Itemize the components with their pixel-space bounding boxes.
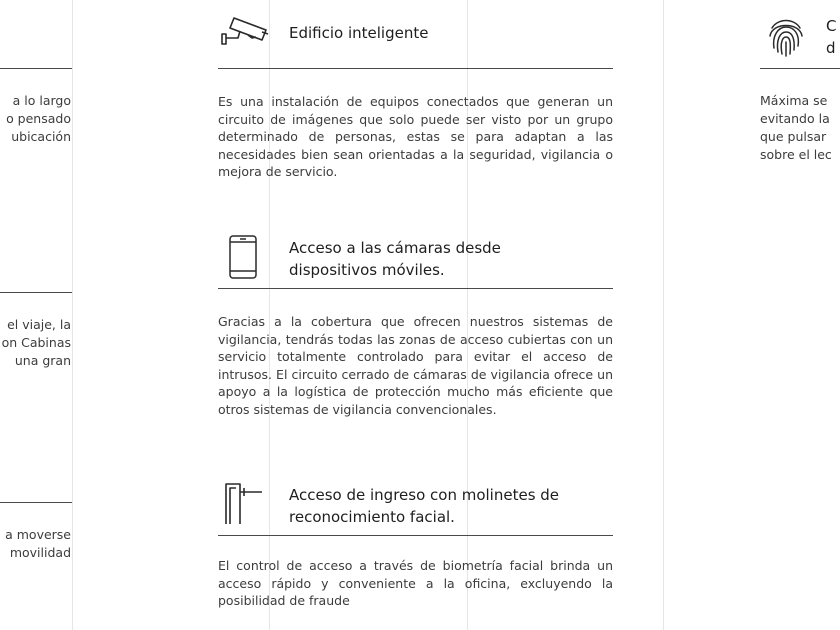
right-section-title: d [826, 39, 836, 57]
right-section-title: C [826, 17, 837, 35]
section-body: El control de acceso a través de biometría facial brinda un acceso rápido y conveniente a la oficina, excluyendo la posibilidad de fraude [218, 558, 613, 609]
right-text-line: Máxima se [760, 93, 828, 108]
section-title: Acceso a las cámaras desde [289, 239, 501, 257]
section-title: dispositivos móviles. [289, 261, 445, 279]
security-camera-icon [218, 12, 272, 52]
section-rule [218, 288, 613, 289]
smartphone-icon [227, 234, 261, 282]
turnstile-icon [220, 478, 266, 528]
right-text-line: sobre el lec [760, 147, 832, 162]
section-body: Es una instalación de equipos conectados que generan un circuito de imágenes que solo puede ser visto por un grupo determinado de personas, estas se para adaptan a las necesidades bien sean orientadas a la seguridad, vigilancia o mejora de servicio. [218, 94, 613, 180]
page-fold-line [72, 0, 73, 630]
left-text-line: a lo largo [12, 93, 71, 108]
left-text-line: a moverse [5, 527, 71, 542]
right-text-line: que pulsar [760, 129, 827, 144]
left-text-line: on Cabinas [1, 335, 71, 350]
section-title: Acceso de ingreso con molinetes de [289, 486, 560, 504]
left-text-line: ubicación [11, 129, 71, 144]
left-section-rule [0, 292, 72, 293]
section-rule [218, 68, 613, 69]
left-text-line: o pensado [6, 111, 71, 126]
right-section-rule [760, 68, 840, 69]
section-rule [218, 535, 613, 536]
right-text-line: evitando la [760, 111, 830, 126]
left-section-rule [0, 68, 72, 69]
section-title: reconocimiento facial. [289, 508, 455, 526]
section-body: Gracias a la cobertura que ofrecen nuestros sistemas de vigilancia, tendrás todas las zonas de acceso cubiertas con un servicio totalmente controlado para evitar el acceso de intrusos. El circuito cerrado de cámaras de vigilancia ofrece un apoyo a la logística de protección mucho más eficiente que otros sistemas de vigilancia convencionales. [218, 314, 613, 417]
fingerprint-icon [764, 14, 808, 60]
left-section-rule [0, 502, 72, 503]
left-text-line: movilidad [9, 545, 71, 560]
left-text-line: una gran [14, 353, 71, 368]
left-text-line: el viaje, la [7, 317, 71, 332]
section-title: Edificio inteligente [289, 24, 429, 42]
page-fold-line [663, 0, 664, 630]
